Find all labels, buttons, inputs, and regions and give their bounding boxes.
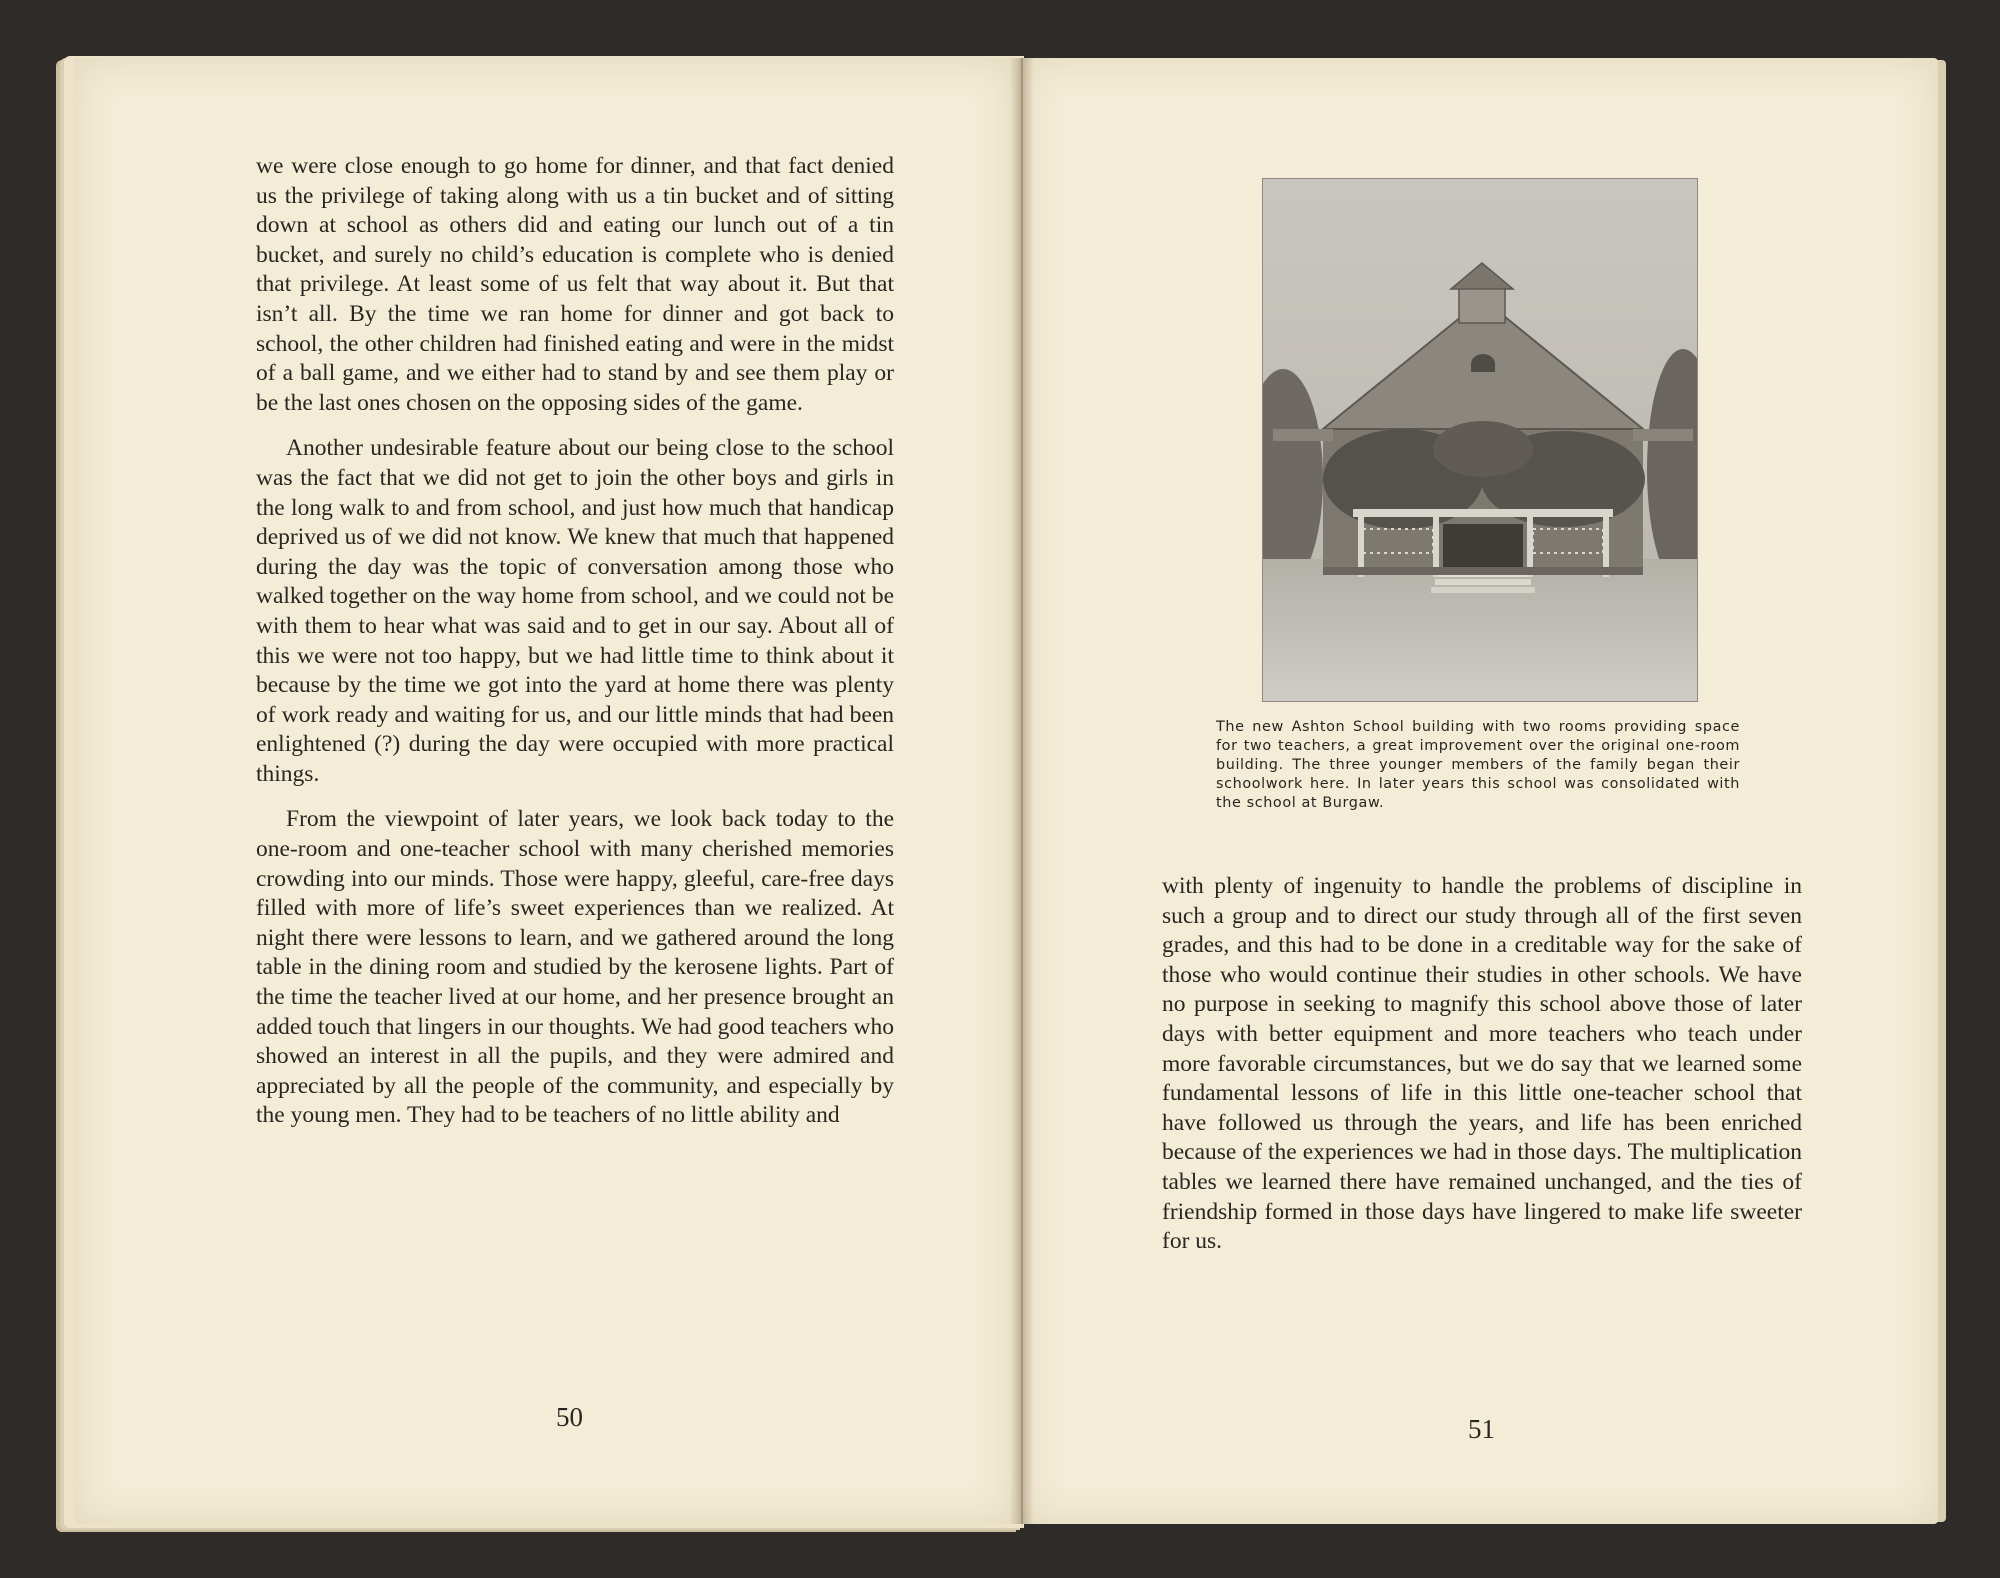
paragraph: with plenty of ingenuity to handle the problems of discipline in such a group and to direct our study through all of the first seven grades, and this had to be done in a creditable way for the sake of those who would continue their studies in other schools. We have no purpose in seeking to magnify this school above those of later days with better equipment and more teachers who teach under more favorable circumstances, but we do say that we learned some fundamental lessons of life in this little one-teacher school that have followed us through the years, and life has been enriched because of the experiences we had in those days. The multiplication tables we learned there have remained unchanged, and the ties of friendship formed in those days have lingered to make life sweeter for us.	[1162, 873, 1802, 1255]
book-gutter	[1010, 58, 1034, 1524]
right-page-body	[1162, 872, 1802, 1273]
school-building-illustration	[1263, 179, 1697, 701]
paragraph: Another undesirable feature about our being close to the school was the fact that we did not get to join the other boys and girls in the long walk to and from school, and just how much that handicap deprived us of we did not know. We knew that much that happened during the day was the topic of conversation among those who walked together on the way home from school, and we could not be with them to hear what was said and to get in our say. About all of this we were not too happy, but we had little time to think about it because by the time we got into the yard at home there was plenty of work ready and waiting for us, and our little minds that had been enlightened (?) during the day were occupied with more practical things.	[256, 435, 894, 787]
paragraph: From the viewpoint of later years, we look back today to the one-room and one-teacher school with many cherished memories crowding into our minds. Those were happy, gleeful, care-free days filled with more of life’s sweet experiences than we realized. At night there were lessons to learn, and we gathered around the long table in the dining room and studied by the kerosene lights. Part of the time the teacher lived at our home, and her presence brought an added touch that lingers in our thoughts. We had good teachers who showed an interest in all the pupils, and they were admired and appreciated by all the people of the community, and especially by the young men. They had to be teachers of no little ability and	[256, 806, 894, 1129]
paragraph: we were close enough to go home for dinner, and that fact denied us the privilege of taking along with us a tin bucket and of sitting down at school as others did and eating our lunch out of a tin bucket, and surely no child’s education is complete who is denied that privilege. At least some of us felt that way about it. But that isn’t all. By the time we ran home for dinner and got back to school, the other children had finished eating and were in the midst of a ball game, and we either had to stand by and see them play or be the last ones chosen on the opposing sides of the game.	[256, 153, 894, 416]
left-page-body	[256, 152, 894, 1147]
school-building-photo	[1262, 178, 1698, 702]
page-number-left: 50	[556, 1402, 583, 1432]
page-number-right: 51	[1468, 1414, 1495, 1444]
photo-caption: The new Ashton School building with two rooms providing space for two teachers, a great improvement over the original one-room building. The three younger members of the family began their schoolwork here. In later years this school was consolidated with the school at Burgaw.	[1216, 719, 1740, 811]
